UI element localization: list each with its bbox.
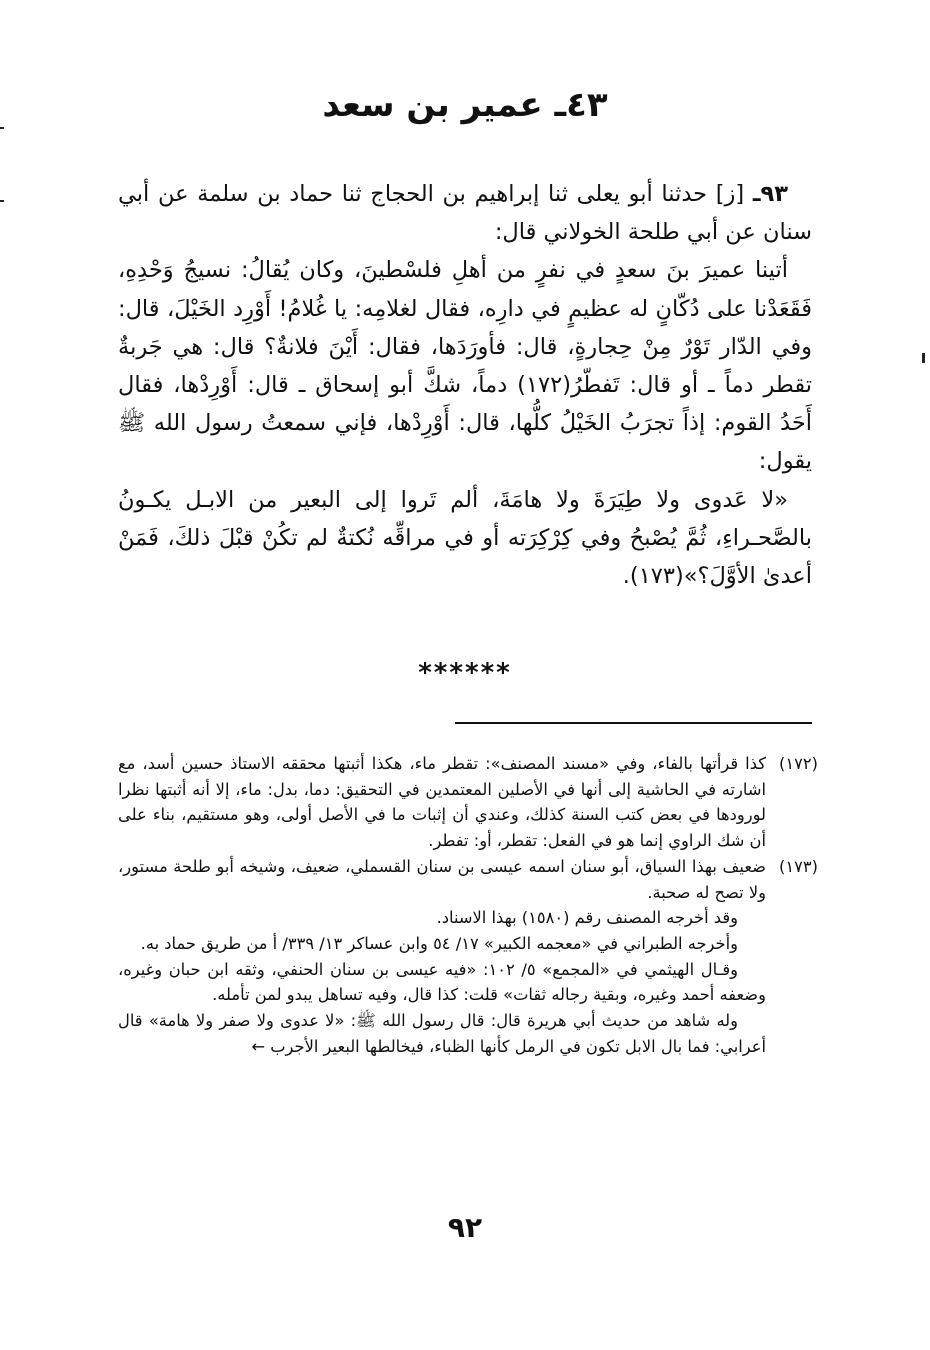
continuation-arrow-icon: ← [251,1036,266,1056]
footnote-173 [118,854,818,1060]
hadith-number: ٩٣ـ [752,181,788,207]
page-number: ٩٢ [447,1211,483,1244]
footnote-number: (١٧٢) [779,754,818,773]
footnote-paragraph: ضعيف بهذا السياق، أبو سنان اسمه عيسى بن سنان القسملي، ضعيف، وشيخه أبو طلحة مستور، ولا تصح له صحبة. [118,856,766,902]
footnote-paragraph: وقـال الهيثمي في «المجمع» ٥/ ١٠٢: «فيه عيسى بن سنان الحنفي، وثقه ابن حبان وغيره، وضعفه أحمد وغيره، وبقية رجاله ثقات» قلت: كذا قال، وفيه تساهل يبدو لمن تأمله. [118,959,766,1005]
chapter-title: ٤٣ـ عمير بن سعد [322,85,608,125]
footnote-paragraph [118,1008,766,1059]
section-separator: ****** [418,658,512,688]
isnad: [ز] حدثنا أبو يعلى ثنا إبراهيم بن الحجاج ثنا حماد بن سلمة عن أبي سنان عن أبي طلحة الخولاني قال: [118,181,812,246]
footnote-rule [455,722,812,724]
footnote-number: (١٧٣) [779,856,818,876]
footnote-paragraph: كذا قرأتها بالفاء، وفي «مسند المصنف»: تقطر ماء، هكذا أثبتها محققه الاستاذ حسين أسد، مع اشارته في الحاشية إلى أنها في الأصلين المعتمدين في التحقيق: دما، بدل: ماء، إلا أنه أثبتها نظرا لورودها في بعض كتب السنة كذلك، وعندي أن إثبات ما في الأصل أولى، وهو مستقيم، بناء على أن شك الراوي إنما هو في الفعل: تقطر، أو: تفطر. [118,754,766,851]
footnote-paragraph: وأخرجه الطبراني في «معجمه الكبير» ١٧/ ٥٤ وابن عساكر ١٣/ ٣٣٩/ أ من طريق حماد به. [140,933,738,953]
footnote-172 [118,751,818,854]
prophetic-saying: «لا عَدوى ولا طِيَرَةَ ولا هامَةَ، ألم تَروا إلى البعير من الابـل يكـونُ بالصَّحـراءِ، ثُمَّ يُصْبحُ وفي كِرْكِرَته أو في مراقِّه نُكتةٌ لم تكُنْ قبْلَ ذلكَ، فَمَنْ أعدىٰ الأوَّلَ؟»(١٧٣). [118,486,812,590]
margin-mark [922,353,925,363]
footnote-body [118,854,766,1060]
footnote-paragraph-text: وله شاهد من حديث أبي هريرة قال: قال رسول الله ﷺ: «لا عدوى ولا صفر ولا هامة» قال أعرابي: فما بال الابل تكون في الرمل كأنها الظباء، فيخالطها البعير الأجرب [118,1011,766,1056]
narrative-paragraph: أتينا عميرَ بنَ سعدٍ في نفرٍ من أهلِ فلسْطينَ، وكان يُقالُ: نسيجُ وَحْدِهِ، فَقَعَدْنا على دُكّانٍ له عظيمٍ في دارِه، فقال لغلامِه: يا غُلامُ! أَوْرِد الخَيْلَ، قال: وفي الدّار تَوْرٌ مِنْ حِجارةٍ، قال: فأورَدَها، فقال: أَيْنَ فلانةٌ؟ قال: هي جَربةٌ تقطر دماً ـ أو قال: تَفطّرُ(١٧٢) دماً، شكَّ أبو إسحاق ـ قال: أَوْرِدْها، فقال أَحَدُ القوم: إذاً تجرَبُ الخَيْلُ كلُّها، قال: أَوْرِدْها، فإني سمعتُ رسول الله ﷺ يقول: [118,257,812,475]
isnad-paragraph [118,175,812,251]
hadith-text [118,175,812,595]
footnote-paragraph: وقد أخرجه المصنف رقم (١٥٨٠) بهذا الاسناد. [436,908,738,928]
margin-mark [0,200,4,202]
footnote-body [118,751,766,854]
footnotes [118,751,818,1059]
